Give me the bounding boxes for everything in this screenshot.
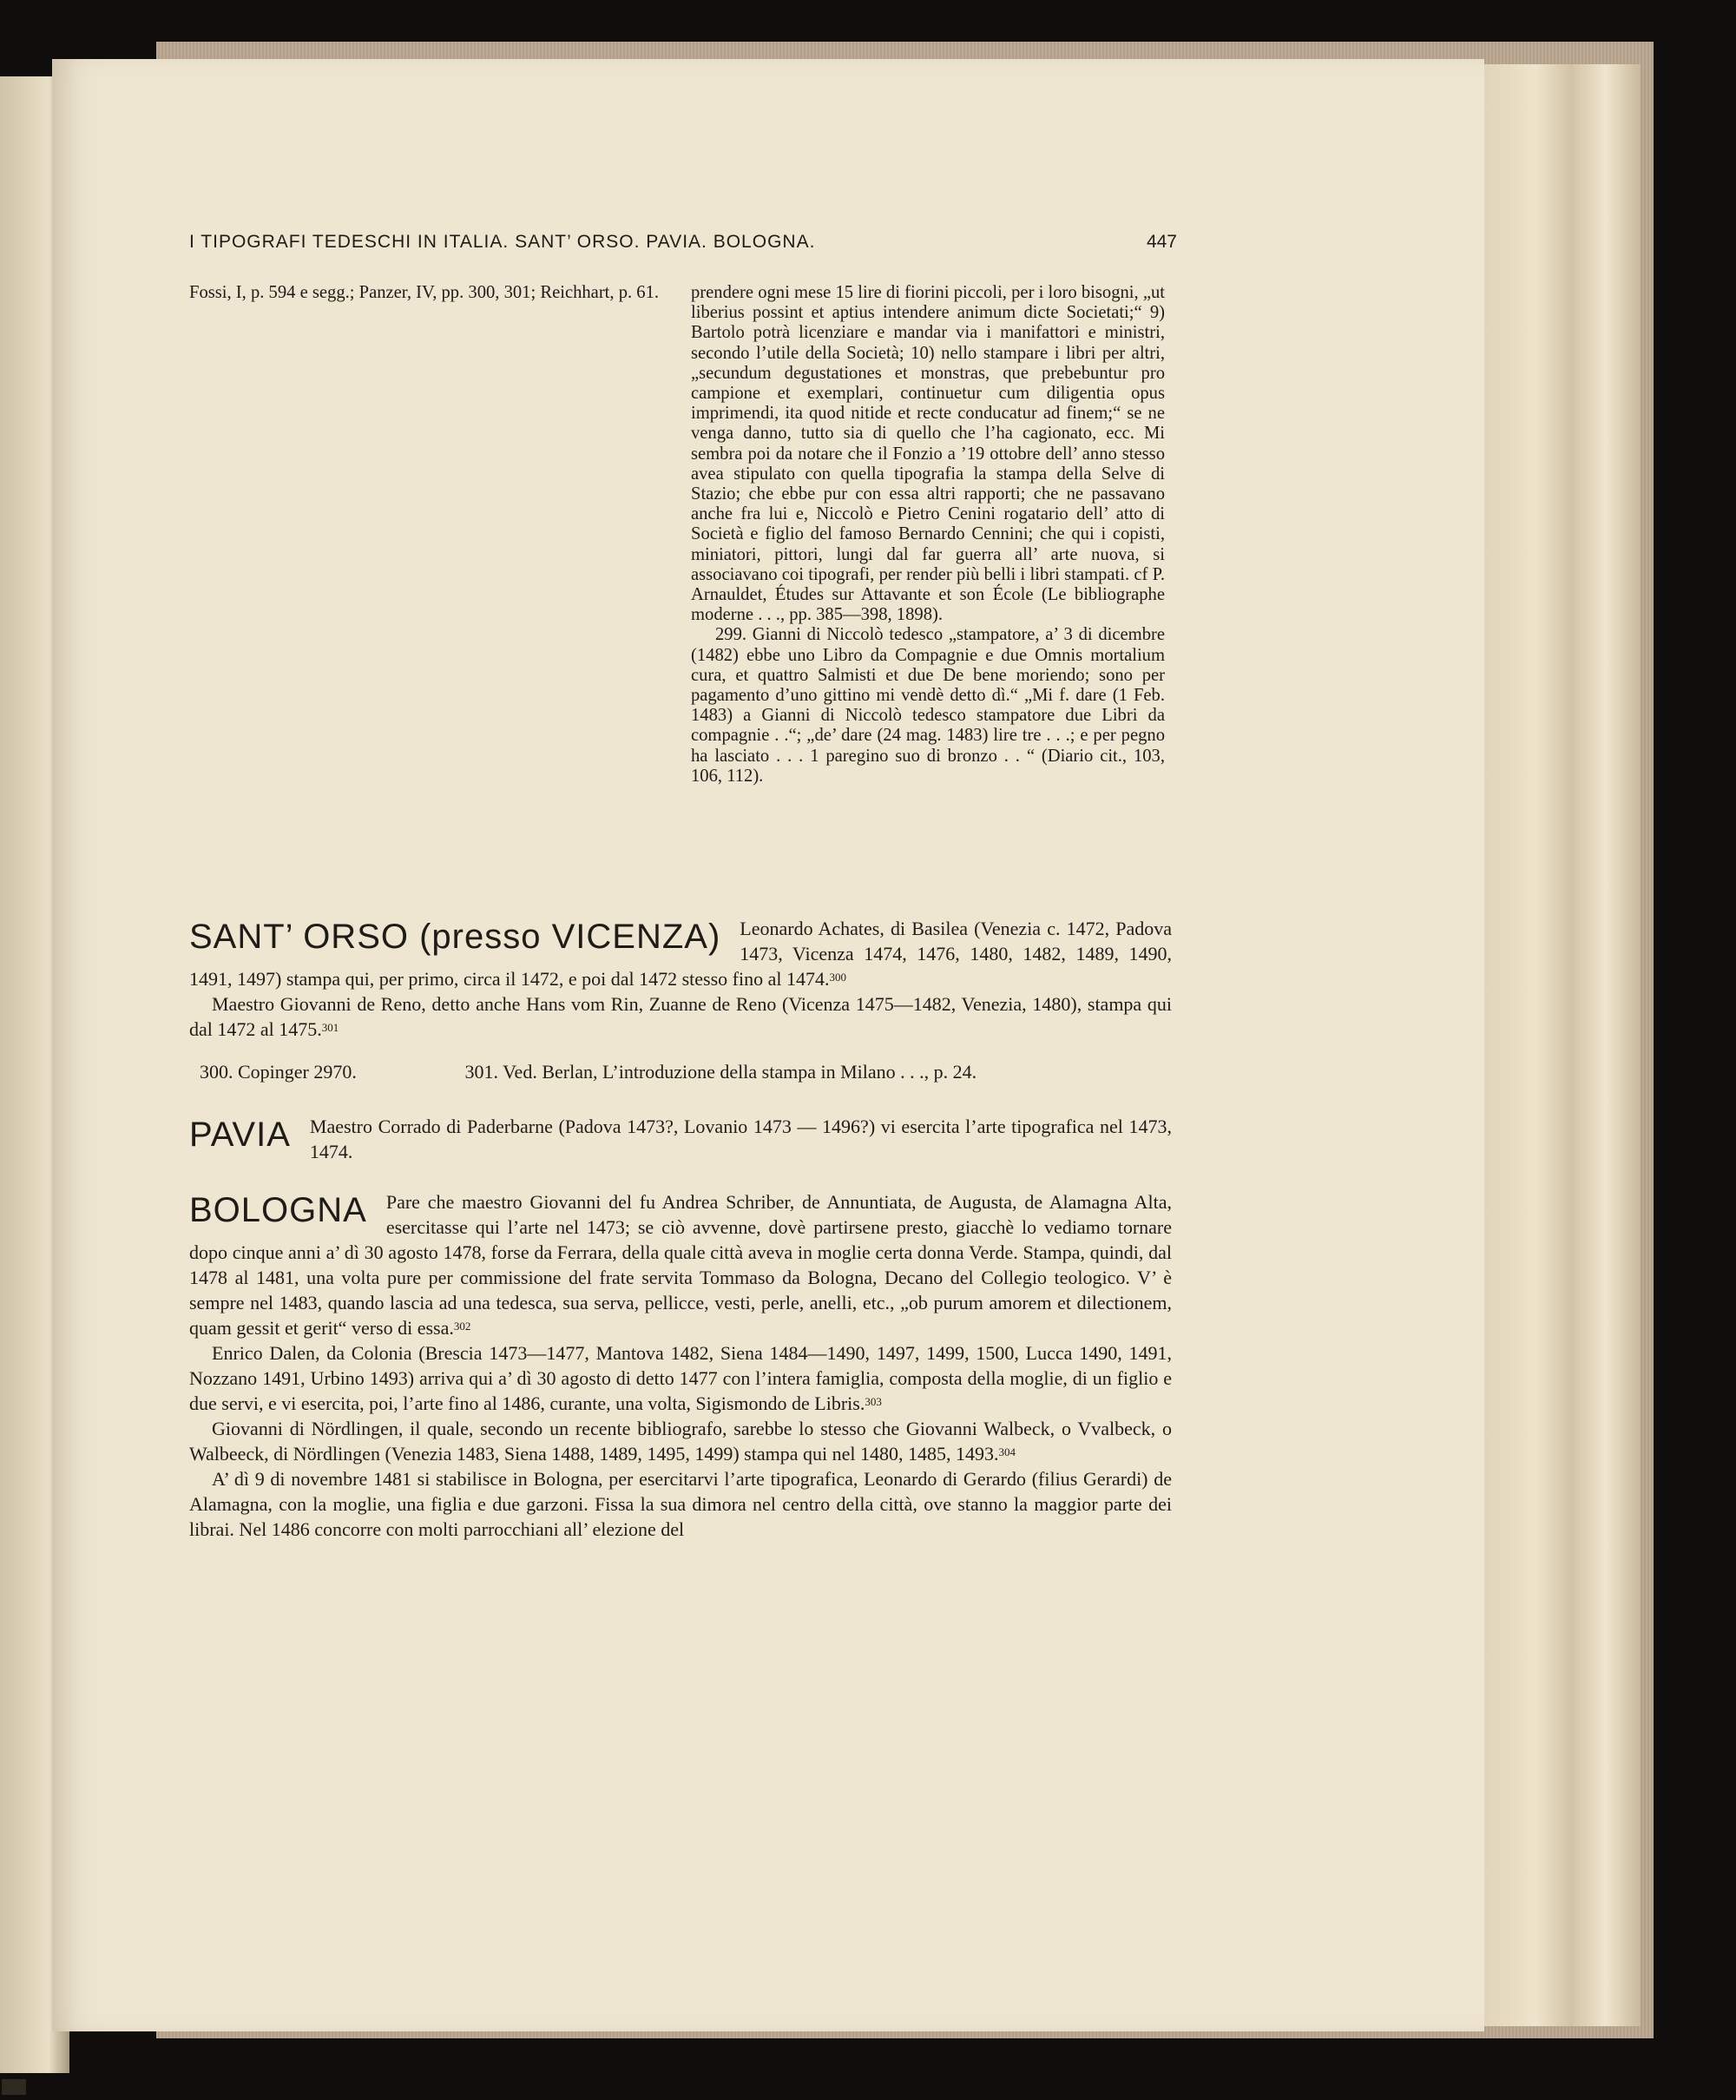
footnote-ref-302: 302 — [453, 1320, 471, 1333]
right-column — [691, 283, 1165, 787]
bologna-para-4: A’ dì 9 di novembre 1481 si stabilisce in Bologna, per esercitarvi l’arte tipografica, Leonardo di Gerardo (filius Gerardi) de Alamagna, con la moglie, una figlia e due garzoni. Fissa la sua dimora nel centro della città, ove stanno la maggior parte dei librai. Nel 1486 concorre con molti parrocchiani all’ elezione del — [189, 1468, 1172, 1540]
bologna-para-2: Enrico Dalen, da Colonia (Brescia 1473—1477, Mantova 1482, Siena 1484—1490, 1497, 1499, 1500, Lucca 1490, 1491, Nozzano 1491, Urbino 1493) arriva qui a’ dì 30 agosto di detto 1477 con l’intera famiglia, composta della moglie, di un figlio e due servi, e vi esercita, poi, l’arte fino al 1486, curante, una volta, Sigismondo de Libris. — [189, 1342, 1172, 1414]
pavia-heading: PAVIA — [189, 1116, 291, 1154]
right-column-para-2: 299. Gianni di Niccolò tedesco „stampatore, a’ 3 di dicembre (1482) ebbe uno Libro da Compagnie e due Omnis mortalium cura, et quattro Salmisti et due De bene moriendo; sono per pagamento d’uno gittino mi vendè detto dì.“ „Mi f. dare (1 Feb. 1483) a Gianni di Niccolò tedesco stampatore due Libri da compagnie . .“; „de’ dare (24 mag. 1483) lire tre . . .; e per pegno ha lasciato . . . 1 paregino suo di bronzo . . “ (Diario cit., 103, 106, 112). — [691, 625, 1165, 786]
bologna-para-3: Giovanni di Nördlingen, il quale, secondo un recente bibliografo, sarebbe lo stesso che Giovanni Walbeck, o Vvalbeck, o Walbeeck, di Nördlingen (Venezia 1483, Siena 1488, 1489, 1495, 1499) stampa qui nel 1480, 1485, 1493. — [189, 1418, 1172, 1465]
page-tag — [2, 2079, 26, 2095]
footnote-ref-300: 300 — [829, 971, 846, 984]
sant-orso-heading: SANT’ ORSO (presso VICENZA) — [189, 918, 721, 956]
left-column-text: Fossi, I, p. 594 e segg.; Panzer, IV, pp. 300, 301; Reichhart, p. 61. — [189, 283, 660, 302]
sant-orso-para-1: Leonardo Achates, di Basilea (Venezia c. 1472, Padova 1473, Vicenza 1474, 1476, 1480, 1482, 1489, 1490, 1491, 1497) stampa qui, per primo, circa il 1472, e poi dal 1472 stesso fino al 1474. — [189, 918, 1172, 990]
sant-orso-section — [189, 916, 1172, 1042]
page-number: 447 — [1146, 232, 1177, 252]
footnote-300: 300. Copinger 2970. — [200, 1061, 357, 1083]
sant-orso-para-2: Maestro Giovanni de Reno, detto anche Hans vom Rin, Zuanne de Reno (Vicenza 1475—1482, Venezia, 1480), stampa qui dal 1472 al 1475. — [189, 993, 1172, 1040]
bologna-heading: BOLOGNA — [189, 1191, 367, 1229]
footnote-ref-304: 304 — [998, 1445, 1016, 1458]
bologna-para-1: Pare che maestro Giovanni del fu Andrea Schriber, de Annuntiata, de Augusta, de Alamagna Alta, esercitasse qui l’arte nel 1473; se ciò avvenne, dovè partirsene presto, giacchè lo vediamo tornare dopo cinque anni a’ dì 30 agosto 1478, forse da Ferrara, della quale città aveva in moglie certa donna Verde. Stampa, quindi, dal 1478 al 1481, una volta pure per commissione del frate servita Tommaso da Bologna, Decano del Collegio teologico. V’ è sempre nel 1483, quando lascia ad una tedesca, sua serva, pellicce, vesti, perle, anelli, etc., „ob purum amorem et dilectionem, quam gessit et gerit“ verso di essa. — [189, 1191, 1172, 1339]
footnotes — [200, 1061, 976, 1083]
footnote-ref-301: 301 — [321, 1021, 339, 1034]
left-column — [189, 283, 661, 303]
page-stack-edges — [1467, 64, 1641, 2026]
bologna-section — [189, 1189, 1172, 1542]
pavia-section — [189, 1114, 1172, 1164]
footnote-301: 301. Ved. Berlan, L’introduzione della stampa in Milano . . ., p. 24. — [464, 1061, 977, 1083]
running-head: I TIPOGRAFI TEDESCHI IN ITALIA. SANT’ ORSO. PAVIA. BOLOGNA. — [189, 232, 816, 252]
footnote-ref-303: 303 — [865, 1395, 882, 1408]
right-column-para-1: prendere ogni mese 15 lire di fiorini piccoli, per i loro bisogni, „ut liberius possint et aptius intendere animum dicte Societati;“ 9) Bartolo potrà licenziare e mandar via i manifattori e ministri, secondo l’utile della Società; 10) nello stampare i libri per altri, „secundum degustationes et monstras, que prebebuntur pro campione et exemplari, continuetur cum diligentia opus imprimendi, ita quod nitide et recte conducatur ad finem;“ se ne venga danno, tutto sia di quello che l’ha cagionato, ecc. Mi sembra poi da notare che il Fonzio a ’19 ottobre dell’ anno stesso avea stipulato con quella tipografia la stampa della Selve di Stazio; che ebbe pur con essa altri rapporti; che ne passavano anche fra lui e, Niccolò e Pietro Cenini rogatario dell’ atto di Società e figlio del famoso Bernardo Cennini; che qui i copisti, miniatori, pittori, lungi dal far guerra all’ arte nuova, si associavano coi tipografi, per render più belli i libri stampati. cf P. Arnauldet, Études sur Attavante et son École (Le bibliographe moderne . . ., pp. 385—398, 1898). — [691, 283, 1165, 625]
pavia-text: Maestro Corrado di Paderbarne (Padova 1473?, Lovanio 1473 — 1496?) vi esercita l’arte tipografica nel 1473, 1474. — [309, 1116, 1172, 1162]
